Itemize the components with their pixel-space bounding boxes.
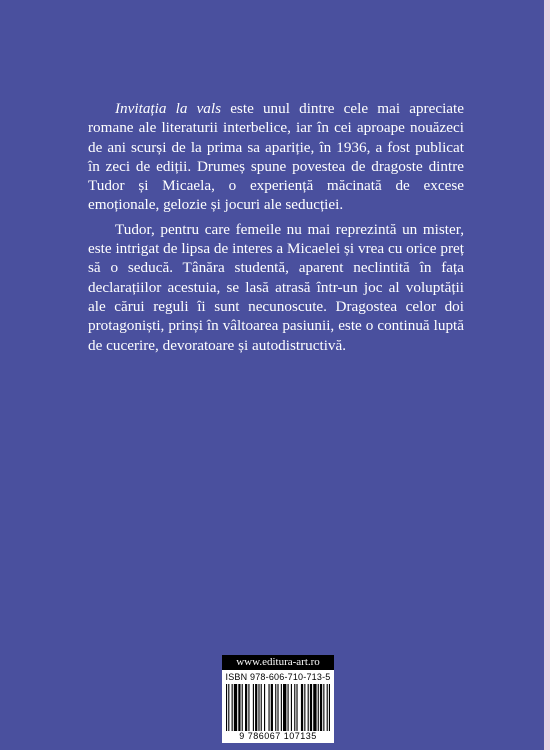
- barcode-bar: [320, 684, 322, 734]
- barcode-bar: [329, 684, 330, 734]
- barcode-bar: [232, 684, 233, 734]
- blurb-paragraph-1-text: este unul dintre cele mai apreciate romane ale literaturii interbelice, iar în cei aproape nouăzeci de ani scurși de la prima sa apariție, în 1936, a fost publicat în zeci de ediții. Drumeș spune povestea de dragoste dintre Tudor și Micaela, o experiență măcinată de excese emoționale, gelozie și jocuri ale seducției.: [88, 100, 464, 214]
- barcode-bar: [281, 684, 282, 734]
- barcode-bar: [296, 684, 297, 734]
- barcode-bar: [245, 684, 247, 734]
- barcode-bar: [242, 684, 243, 734]
- barcode-bar: [226, 684, 227, 734]
- barcode-bar: [277, 684, 278, 734]
- barcode-bar: [258, 684, 259, 734]
- barcode-bar: [318, 684, 319, 734]
- barcode-bar: [261, 684, 262, 734]
- book-title-italic: Invitația la vals: [115, 100, 222, 117]
- barcode-bar: [264, 684, 265, 734]
- barcode-bar: [271, 684, 273, 734]
- barcode-bar: [248, 684, 249, 734]
- barcode-bar: [301, 684, 303, 734]
- barcode-bar: [304, 684, 305, 734]
- barcode-bar: [323, 684, 324, 734]
- barcode-block: [222, 655, 334, 743]
- cover-edge: [544, 0, 550, 750]
- barcode-bar: [310, 684, 312, 734]
- barcode-bar: [291, 684, 292, 734]
- isbn-label: ISBN 978-606-710-713-5: [225, 672, 331, 682]
- barcode-bar: [253, 684, 254, 734]
- barcode-bar: [275, 684, 276, 734]
- barcode-bar: [288, 684, 289, 734]
- blurb-paragraph-1: [88, 99, 464, 215]
- barcode-bar: [234, 684, 237, 734]
- barcode-bar: [228, 684, 229, 734]
- publisher-website: www.editura-art.ro: [222, 655, 334, 670]
- blurb-text: [88, 99, 464, 360]
- barcode-icon: [226, 684, 330, 734]
- barcode-bar: [268, 684, 269, 734]
- barcode-bar: [283, 684, 286, 734]
- barcode-bar: [238, 684, 240, 734]
- blurb-paragraph-2: Tudor, pentru care femeile nu mai reprezintă un mister, este intrigat de lipsa de interes a Micaelei și vrea cu orice preț să o seducă. Tânăra studentă, aparent neclintită în fața declarațiilor acestuia, se lasă atrasă într-un joc al voluptății ale cărui reguli îi sunt necunoscute. Dragostea celor doi protagoniști, prinși în vâltoarea pasiunii, este o continuă luptă de cucerire, devoratoare și autodistructivă.: [88, 220, 464, 354]
- barcode-bar: [255, 684, 257, 734]
- barcode-bar: [294, 684, 295, 734]
- barcode-digits: 9 786067 107135: [222, 731, 334, 742]
- barcode-bar: [313, 684, 316, 734]
- barcode-bar: [327, 684, 328, 734]
- barcode-bar: [308, 684, 309, 734]
